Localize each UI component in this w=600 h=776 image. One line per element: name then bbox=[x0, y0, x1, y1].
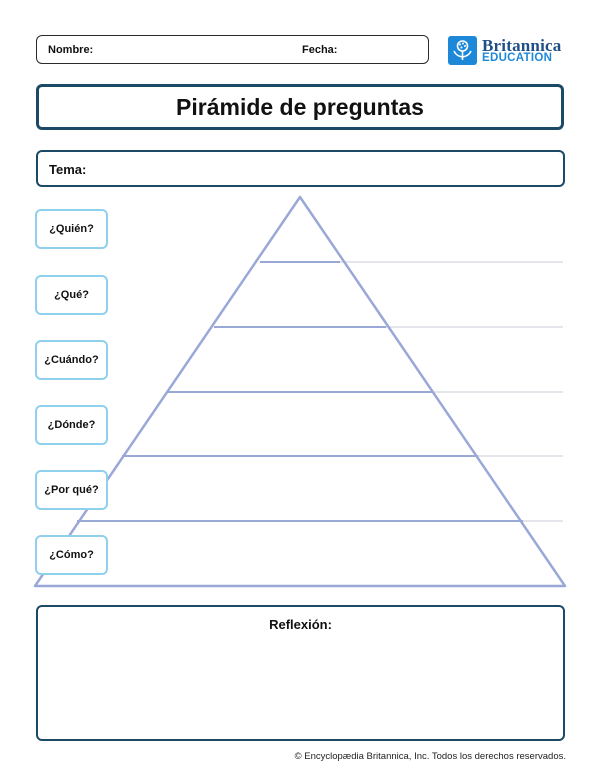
logo-brand-text: Britannica bbox=[482, 36, 562, 55]
question-where: ¿Dónde? bbox=[35, 405, 108, 445]
date-label: Fecha: bbox=[302, 44, 338, 56]
question-why: ¿Por qué? bbox=[35, 470, 108, 510]
name-label: Nombre: bbox=[48, 44, 94, 56]
question-who: ¿Quién? bbox=[35, 209, 108, 249]
question-when: ¿Cuándo? bbox=[35, 340, 108, 380]
question-what: ¿Qué? bbox=[35, 275, 108, 315]
topic-label: Tema: bbox=[49, 162, 87, 177]
reflection-box bbox=[36, 605, 565, 741]
copyright-footer: © Encyclopædia Britannica, Inc. Todos los derechos reservados. bbox=[294, 751, 566, 762]
page-title: Pirámide de preguntas bbox=[36, 84, 564, 130]
logo-sub-text: EDUCATION bbox=[482, 52, 553, 64]
question-how: ¿Cómo? bbox=[35, 535, 108, 575]
reflection-label: Reflexión: bbox=[269, 617, 332, 632]
